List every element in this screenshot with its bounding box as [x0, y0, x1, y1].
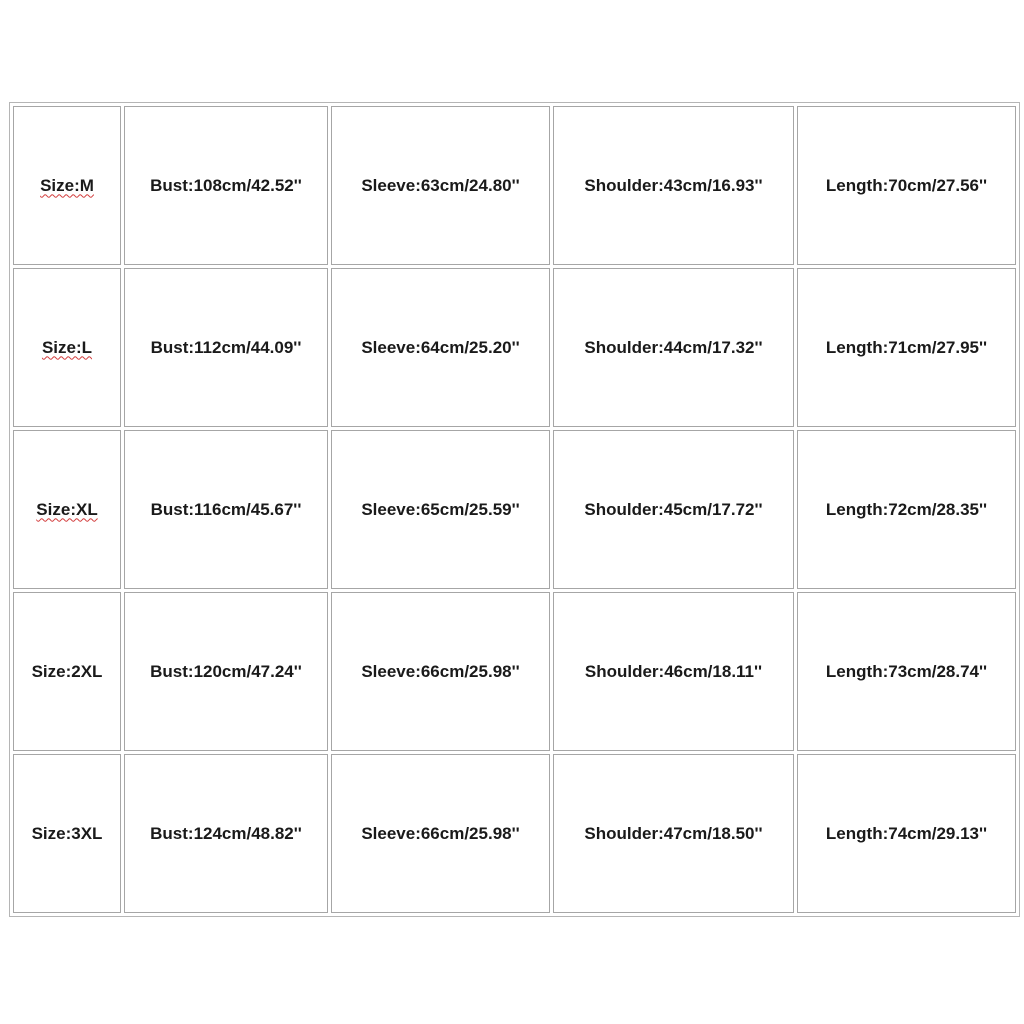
size-cell [13, 754, 121, 913]
sleeve-cell: Sleeve:64cm/25.20'' [331, 268, 550, 427]
bust-cell: Bust:124cm/48.82'' [124, 754, 328, 913]
shoulder-cell: Shoulder:44cm/17.32'' [553, 268, 794, 427]
shoulder-cell: Shoulder:47cm/18.50'' [553, 754, 794, 913]
size-cell [13, 592, 121, 751]
bust-cell: Bust:120cm/47.24'' [124, 592, 328, 751]
size-cell [13, 430, 121, 589]
bust-cell: Bust:116cm/45.67'' [124, 430, 328, 589]
shoulder-cell: Shoulder:45cm/17.72'' [553, 430, 794, 589]
size-label: Size:L [41, 337, 93, 357]
length-cell: Length:74cm/29.13'' [797, 754, 1016, 913]
bust-cell: Bust:112cm/44.09'' [124, 268, 328, 427]
bust-cell: Bust:108cm/42.52'' [124, 106, 328, 265]
table-row [13, 592, 1016, 751]
sleeve-cell: Sleeve:65cm/25.59'' [331, 430, 550, 589]
length-cell: Length:71cm/27.95'' [797, 268, 1016, 427]
size-cell [13, 106, 121, 265]
length-cell: Length:70cm/27.56'' [797, 106, 1016, 265]
table-row [13, 430, 1016, 589]
length-cell: Length:73cm/28.74'' [797, 592, 1016, 751]
sleeve-cell: Sleeve:66cm/25.98'' [331, 754, 550, 913]
shoulder-cell: Shoulder:43cm/16.93'' [553, 106, 794, 265]
size-chart-table [9, 102, 1020, 917]
table-row [13, 106, 1016, 265]
size-label: Size:XL [36, 499, 98, 519]
length-cell: Length:72cm/28.35'' [797, 430, 1016, 589]
size-cell [13, 268, 121, 427]
size-label: Size:2XL [31, 661, 103, 681]
sleeve-cell: Sleeve:66cm/25.98'' [331, 592, 550, 751]
sleeve-cell: Sleeve:63cm/24.80'' [331, 106, 550, 265]
table-row [13, 754, 1016, 913]
shoulder-cell: Shoulder:46cm/18.11'' [553, 592, 794, 751]
size-label: Size:M [40, 175, 94, 195]
table-row [13, 268, 1016, 427]
size-label: Size:3XL [31, 823, 103, 843]
